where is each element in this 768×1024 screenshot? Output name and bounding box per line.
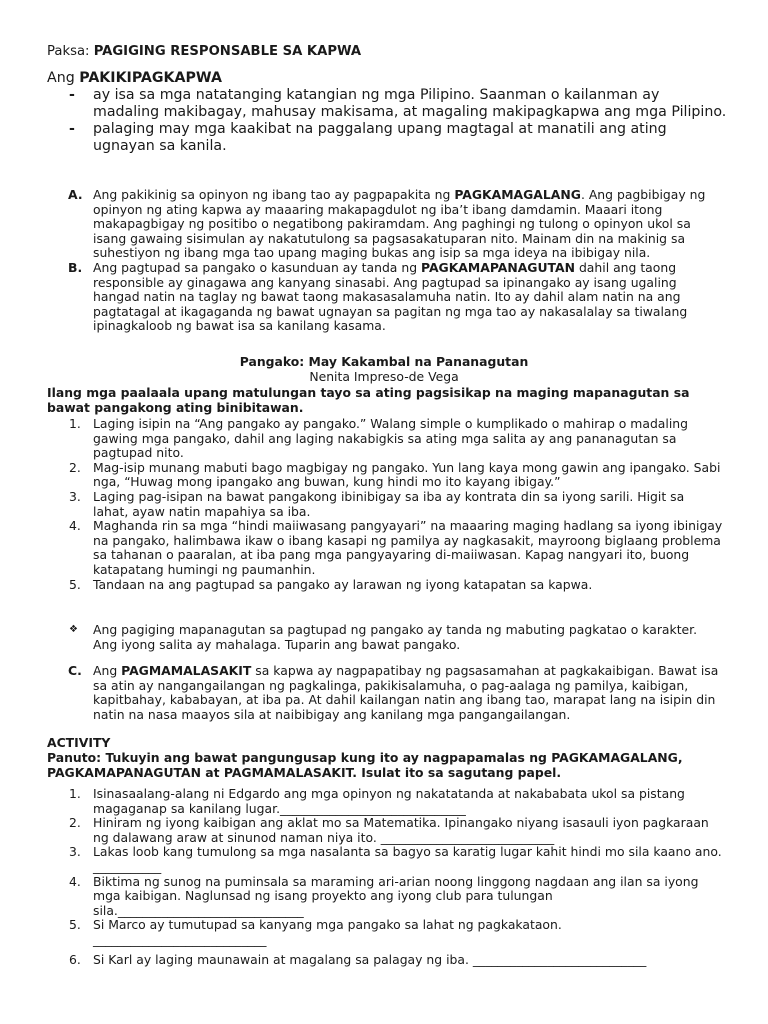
paragraph-text: . Ang pagbibigay ng opinyon ng ating kapwa ay maaaring makapagdulot ng iba’t ibang damdamin. Maaari itong makapagbigay ng positibo o negatibong pakiramdam. Ang paghingi ng tulong o opinyon ukol sa isang gawaing sisimulan ay nakatutulong sa pagsasakatuparan nito. Mainam din na makinig sa suhestiyon ng ibang mga tao upang maging bukas ang isip sa mga ideya na ibibigay nila.	[93, 187, 706, 261]
numbered-list	[47, 417, 723, 592]
poem-title: Pangako: May Kakambal na Pananagutan	[239, 354, 529, 369]
number-marker: 4.	[69, 873, 81, 889]
paragraph	[93, 664, 723, 722]
list-item	[47, 519, 723, 577]
question-text: Si Karl ay laging maunawain at magalang sa palagay ng iba. ____________________________	[93, 951, 647, 967]
diamond-note	[47, 623, 723, 652]
letter-marker: B.	[68, 259, 83, 275]
list-item	[47, 578, 723, 593]
number-marker: 3.	[69, 844, 81, 860]
topic-line	[47, 44, 727, 60]
number-marker: 4.	[69, 518, 81, 534]
letter-marker: A.	[68, 187, 83, 202]
keyword: PAGMAMALASAKIT	[121, 663, 252, 678]
list-item	[47, 953, 723, 968]
list-item	[47, 261, 723, 334]
topic-title: PAGIGING RESPONSABLE SA KAPWA	[93, 44, 362, 59]
subhead-term: PAKIKIPAGKAPWA	[79, 70, 222, 86]
list-item	[47, 121, 727, 155]
number-marker: 1.	[69, 786, 81, 801]
keyword: PAGKAMAGALANG	[454, 187, 581, 202]
activity-instructions: Panuto: Tukuyin ang bawat pangungusap kung ito ay nagpapamalas ng PAGKAMAGALANG, PAGKAMAPANAGUTAN at PAGMAMALASAKIT. Isulat ito sa sagutang papel.	[47, 750, 683, 780]
number-marker: 5.	[69, 576, 81, 592]
list-item	[47, 845, 723, 874]
list-item-text: Mag-isip munang mabuti bago magbigay ng pangako. Yun lang kaya mong gawin ang ipangako. Sabi nga, “Huwag mong ipangako ang buwan, kung hindi mo ito kayang ibigay.”	[93, 459, 721, 490]
list-item	[47, 417, 723, 461]
list-item	[47, 918, 723, 947]
activity-title: ACTIVITY	[47, 735, 111, 750]
keyword: PAGKAMAPANAGUTAN	[421, 259, 575, 275]
list-item-text: Laging isipin na “Ang pangako ay pangako.” Walang simple o kumplikado o mahirap o madaling gawing mga pangako, dahil ang laging nakabigkis sa ating mga salita ay ang pananagutan sa pagtupad nito.	[93, 416, 689, 461]
number-marker: 3.	[69, 488, 81, 504]
number-marker: 2.	[69, 459, 81, 475]
dash-marker: -	[69, 87, 75, 103]
dash-marker: -	[69, 121, 75, 137]
list-item	[47, 816, 723, 845]
list-item	[47, 461, 723, 490]
number-marker: 2.	[69, 815, 81, 831]
paragraph-text: dahil ang taong responsible ay ginagawa ang kanyang sinasabi. Ang pagtupad sa ipinangako ay isang ugaling hangad natin na taglay ng bawat taong makasasalamuha natin. Ito ay dahil alam natin na ang pagtatagal at ikagaganda ng bawat ugnayan sa pagitan ng mga tao ay nakasalalay sa tiwalang ipinagkaloob ng bawat isa sa kanilang kasama.	[93, 259, 688, 334]
lettered-item-c	[47, 664, 723, 722]
question-text: Isinasaalang-alang ni Edgardo ang mga opinyon ng nakatatanda at nakababata ukol sa pistang magaganap sa kanilang lugar.______________________________	[93, 786, 685, 816]
list-item	[47, 87, 727, 121]
activity-list	[47, 787, 723, 967]
section-subhead	[47, 70, 727, 87]
list-item	[47, 188, 723, 261]
paragraph-text: sa kapwa ay nagpapatibay ng pagsasamahan at pagkakaibigan. Bawat isa sa atin ay nangangailangan ng pagkalinga, pakikisalamuha, o pag-aalaga ng pamilya, kaibigan, kapitbahay, kababayan, at iba pa. At dahil kailangan natin ang ibang tao, marapat lang na isipin din natin na nasa maayos sila at naibibigay ang kanilang mga pangangailangan.	[93, 663, 719, 722]
diamond-bullet-icon: ❖	[69, 624, 78, 635]
question-text: Hiniram ng iyong kaibigan ang aklat mo sa Matematika. Ipinangako niyang isasauli iyon pagkaraan ng dalawang araw at sinunod naman niya ito. ____________________________	[93, 815, 709, 845]
paragraph-text: Ang pakikinig sa opinyon ng ibang tao ay pagpapakita ng	[93, 187, 455, 202]
paragraph	[93, 261, 723, 334]
question-text: Lakas loob kang tumulong sa mga nasalanta sa bagyo sa karatig lugar kahit hindi mo sila kaano ano. ___________	[93, 844, 722, 874]
paragraph-text: Ang pagtupad sa pangako o kasunduan ay tanda ng	[93, 259, 421, 275]
letter-marker: C.	[68, 663, 82, 678]
dash-list	[47, 87, 727, 155]
number-marker: 1.	[69, 416, 81, 431]
intro-paragraph: Ilang mga paalaala upang matulungan tayo sa ating pagsisikap na maging mapanagutan sa bawat pangakong ating binibitawan.	[47, 385, 690, 415]
paragraph	[93, 188, 723, 261]
list-item-text: Laging pag-isipan na bawat pangakong ibinibigay sa iba ay kontrata din sa iyong sarili. Higit sa lahat, ayaw natin mapahiya sa iba.	[93, 488, 685, 519]
poem-author: Nenita Impreso-de Vega	[309, 369, 459, 384]
topic-label: Paksa:	[47, 44, 90, 59]
list-item	[47, 875, 723, 919]
list-item-text: Maghanda rin sa mga “hindi maiiwasang pangyayari” na maaaring maging hadlang sa iyong ibinigay na pangako, halimbawa ikaw o ibang kasapi ng pamilya ay nagkasakit, mayroong biglaang problema sa tahanan o paaralan, at iba pang mga pangyayaring di-maiiwasan. Kapag nangyari ito, buong katapatang humingi ng paumanhin.	[93, 518, 723, 577]
list-item	[47, 787, 723, 816]
question-text: Si Marco ay tumutupad sa kanyang mga pangako sa lahat ng pagkakataon. ____________________________	[93, 917, 562, 947]
list-item	[47, 490, 723, 519]
list-item-text: ay isa sa mga natatanging katangian ng mga Pilipino. Saanman o kailanman ay madaling makibagay, mahusay makisama, at magaling makipagkapwa ang mga Pilipino.	[93, 87, 727, 120]
note-text: Ang pagiging mapanagutan sa pagtupad ng pangako ay tanda ng mabuting pagkatao o karakter. Ang iyong salita ay mahalaga. Tuparin ang bawat pangako.	[93, 622, 698, 652]
lettered-list	[47, 188, 723, 334]
number-marker: 6.	[69, 951, 81, 967]
list-item-text: Tandaan na ang pagtupad sa pangako ay larawan ng iyong katapatan sa kapwa.	[93, 576, 593, 592]
number-marker: 5.	[69, 917, 81, 933]
list-item-text: palaging may mga kaakibat na paggalang upang magtagal at manatili ang ating ugnayan sa kanila.	[93, 121, 667, 154]
paragraph-text: Ang	[93, 663, 122, 678]
question-text: Biktima ng sunog na puminsala sa maraming ari-arian noong linggong nagdaan ang ilan sa iyong mga kaibigan. Naglunsad ng isang proyekto ang iyong club para tulungan sila.______________________________	[93, 873, 699, 918]
subhead-prefix: Ang	[47, 70, 75, 86]
